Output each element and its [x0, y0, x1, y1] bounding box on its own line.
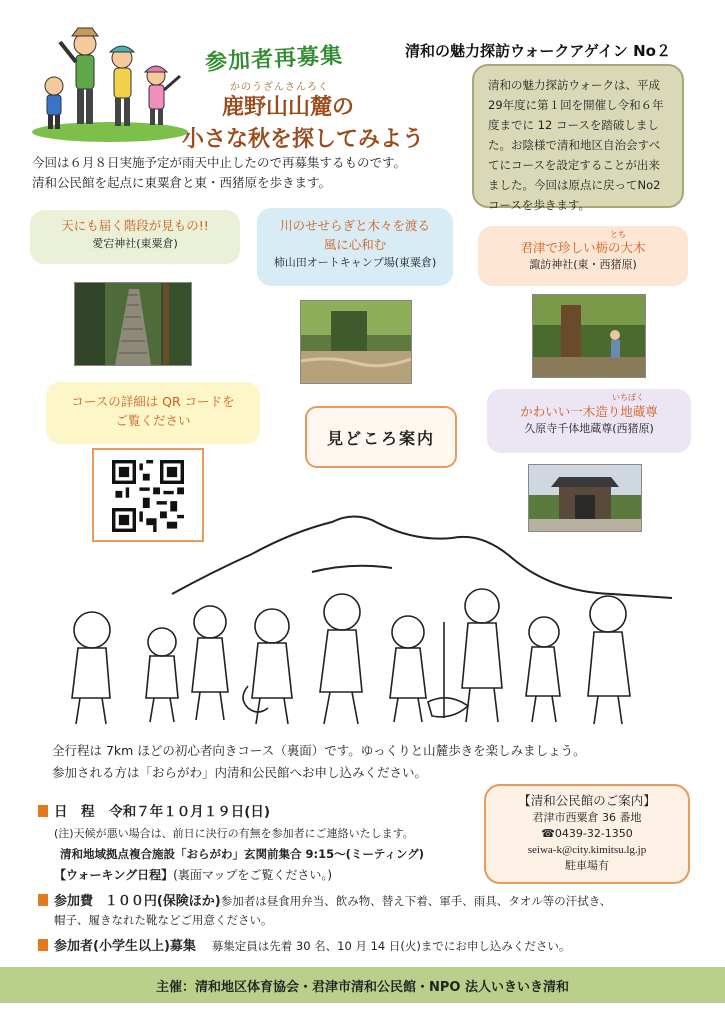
- fee-desc1: 参加者は昼食用弁当、飲み物、替え下着、軍手、雨具、タオル等の汗拭き、: [220, 894, 612, 908]
- spot-place: 柿山田オートキャンプ場(東粟倉): [273, 256, 437, 269]
- fee-label: 参加費: [54, 894, 94, 909]
- guide-label-box: [305, 406, 457, 468]
- spot-ruby: いちぼく: [612, 393, 644, 402]
- contact-tel[interactable]: ☎0439-32-1350: [541, 827, 633, 840]
- contact-title: 【清和公民館のご案内】: [518, 793, 656, 808]
- participants-desc: 募集定員は先着 30 名、10 月 14 日(火)までにお申し込みください。: [211, 939, 571, 953]
- contact-parking: 駐車場有: [565, 859, 609, 872]
- schedule-date: 令和７年１０月１９日(日): [109, 804, 271, 820]
- spot-heading: 君津で珍しい栃の大木: [520, 240, 646, 255]
- section-marker: [38, 805, 48, 817]
- fee-amount: １００円(保険ほか): [104, 894, 221, 909]
- footer-organizers: 主催：清和地区体育協会・君津市清和公民館・NPO 法人いきいき清和: [156, 979, 569, 995]
- walking-schedule-label: 【ウォーキング日程】: [54, 868, 174, 882]
- spot-heading: かわいい一木造り地蔵尊: [520, 404, 658, 419]
- schedule-note: (注)天候が悪い場合は、前日に決行の有無を参加者にご連絡いたします。: [54, 827, 414, 840]
- spot-heading: 天にも届く階段が見もの!!: [61, 218, 209, 233]
- section-marker: [38, 894, 48, 906]
- qr-note-l2: ご覧ください: [115, 413, 191, 428]
- section-marker: [38, 939, 48, 951]
- spot-place: 諏訪神社(東・西猪原): [529, 258, 637, 271]
- title-ruby: かのうざんさんろく: [230, 82, 329, 93]
- spot-bubble-suwa: [478, 226, 688, 286]
- spot-heading-l1: 川のせせらぎと木々を渡る: [279, 218, 430, 233]
- spot-bubble-kyugenji: [487, 389, 691, 453]
- qr-note-bubble: [46, 382, 260, 444]
- info-box-text: 清和の魅力探訪ウォークは、平成29年度に第１回を開催し令和６年度までに 12 コースを踏破しました。お陰様で清和地区自治会すべてにコースを設定することが出来ました。今回は原点に戻ってNo2コースを歩きます。: [488, 78, 664, 212]
- walking-schedule: [54, 866, 332, 883]
- footer-organizers-bar: [0, 967, 725, 1003]
- kakiyamada-river-photo: [300, 300, 412, 384]
- fee-desc2: 帽子、履きなれた靴などご用意ください。: [54, 913, 273, 927]
- intro-line1: 今回は６月８日実施予定が雨天中止したので再募集するものです。: [32, 155, 407, 170]
- page-title-line2: 小さな秋を探してみよう: [182, 127, 425, 152]
- guide-label: 見どころ案内: [326, 428, 435, 448]
- spot-bubble-atago: [30, 210, 240, 264]
- course-line1: 全行程は 7km ほどの初心者向きコース（裏面）です。ゆっくりと山麓歩きを楽しみましょう。: [52, 743, 586, 758]
- spot-place: 久原寺千体地蔵尊(西猪原): [524, 422, 654, 435]
- contact-box: [484, 784, 690, 884]
- info-box: [472, 64, 684, 212]
- schedule-label: 日 程: [54, 804, 95, 820]
- spot-place: 愛宕神社(東粟倉): [92, 237, 178, 250]
- contact-email[interactable]: seiwa-k@city.kimitsu.lg.jp: [527, 844, 647, 856]
- spot-bubble-kakiyamada: [257, 208, 453, 286]
- walking-schedule-note: (裏面マップをご覧ください。): [173, 868, 333, 882]
- hiking-group-illustration: [52, 502, 672, 730]
- contact-address: 君津市西粟倉 36 番地: [532, 811, 642, 824]
- schedule-row: [38, 800, 270, 820]
- course-line2: 参加される方は「おらがわ」内清和公民館へお申し込みください。: [52, 765, 428, 780]
- meeting-point: 清和地域拠点複合施設「おらがわ」玄関前集合 9:15～(ミーティング): [60, 847, 424, 861]
- series-title: 清和の魅力探訪ウォークアゲイン No２: [405, 42, 671, 60]
- intro-line2: 清和公民館を起点に東粟倉と東・西猪原を歩きます。: [32, 175, 332, 190]
- fee-row: [38, 890, 611, 909]
- page-title-line1: 鹿野山山麓の: [222, 95, 355, 120]
- atago-shrine-stairs-photo: [74, 282, 192, 366]
- recruit-heading: 参加者再募集: [204, 43, 344, 76]
- spot-ruby: とち: [610, 230, 626, 239]
- family-walking-illustration: [30, 24, 190, 144]
- participants-row: [38, 935, 570, 954]
- participants-label: 参加者(小学生以上)募集: [54, 939, 196, 954]
- suwa-shrine-tree-photo: [532, 294, 646, 378]
- qr-note-l1: コースの詳細は QR コードを: [71, 394, 235, 409]
- spot-heading-l2: 風に心和む: [323, 237, 387, 252]
